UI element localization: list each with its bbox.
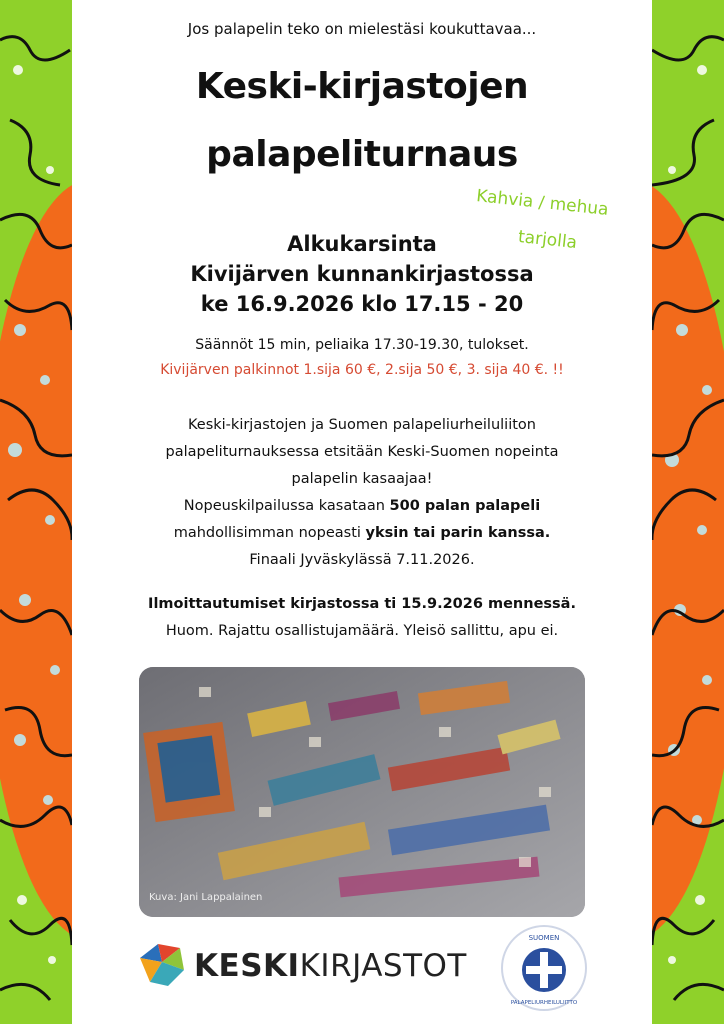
body-line4-bold: 500 palan palapeli	[389, 498, 541, 514]
keskikirjastot-wordmark	[194, 948, 467, 984]
coffee-note-line2: tarjolla	[517, 226, 578, 254]
logo-light-part: KIRJASTOT	[299, 948, 467, 984]
body-line6: Finaali Jyväskylässä 7.11.2026.	[249, 552, 475, 568]
right-puzzle-border	[652, 0, 724, 1024]
rules-text: Säännöt 15 min, peliaika 17.30-19.30, tulokset.	[195, 337, 529, 353]
poster-content	[72, 0, 652, 1024]
prizes-text: Kivijärven palkinnot 1.sija 60 €, 2.sija 50 €, 3. sija 40 €. !!	[160, 362, 564, 378]
registration-text: Ilmoittautumiset kirjastossa ti 15.9.2026 mennessä.	[148, 596, 576, 612]
subtitle-date: ke 16.9.2026 klo 17.15 - 20	[200, 292, 524, 316]
keskikirjastot-logo-mark	[136, 938, 188, 990]
body-line1: Keski-kirjastojen ja Suomen palapeliurheiluliiton	[188, 417, 536, 433]
svg-text:SUOMEN: SUOMEN	[528, 934, 560, 942]
poster-title-line2: palapeliturnaus	[206, 134, 518, 175]
svg-text:PALAPELIURHEILULIITTO: PALAPELIURHEILULIITTO	[510, 1000, 578, 1006]
body-line3: palapelin kasaajaa!	[291, 471, 433, 487]
note-text: Huom. Rajattu osallistujamäärä. Yleisö sallittu, apu ei.	[165, 623, 559, 639]
keskikirjastot-logo	[136, 938, 476, 994]
photo-credit: Kuva: Jani Lappalainen	[149, 892, 263, 903]
body-line4	[72, 493, 652, 520]
subtitle-line1: Alkukarsinta	[287, 232, 437, 256]
puzzle-photo	[139, 667, 585, 917]
body-line2: palapeliturnauksessa etsitään Keski-Suomen nopeinta	[165, 444, 559, 460]
kicker-text: Jos palapelin teko on mielestäsi koukuttavaa...	[187, 20, 537, 38]
body-line4-text: Nopeuskilpailussa kasataan	[183, 498, 390, 514]
body-line5-text: mahdollisimman nopeasti	[173, 525, 366, 541]
palapeliurheiluliitto-seal	[500, 924, 588, 1012]
coffee-note-line1: Kahvia / mehua	[475, 186, 610, 220]
poster-title-line1: Keski-kirjastojen	[195, 66, 529, 107]
body-line5-bold: yksin tai parin kanssa.	[365, 525, 551, 541]
left-puzzle-border	[0, 0, 72, 1024]
body-line5	[72, 520, 652, 547]
subtitle-line2: Kivijärven kunnankirjastossa	[190, 262, 534, 286]
logo-bold-part: KESKI	[194, 948, 300, 984]
